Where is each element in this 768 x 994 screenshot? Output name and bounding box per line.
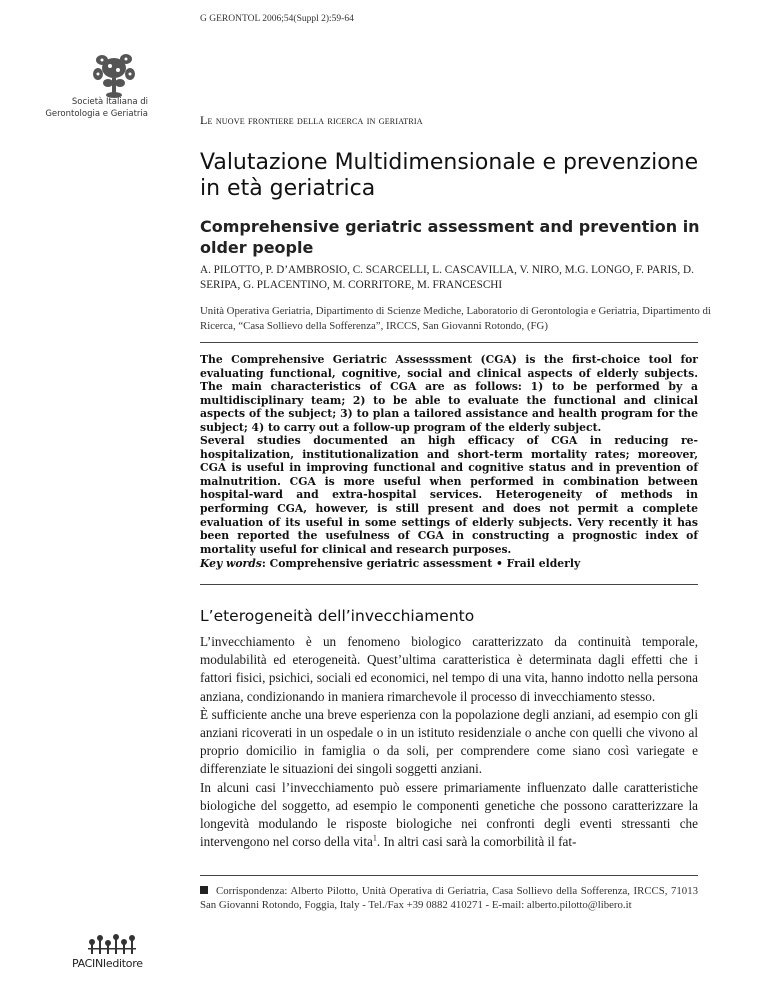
body-paragraph-text: In alcuni casi l’invecchiamento può essere primariamente influenzato dalle caratteristiche biologiche del soggetto, ad esempio le componenti genetiche che possono caratterizzare la longevità modulando le risposte biologiche nei confronti degli eventi stressanti che intervengono nel corso della vita <box>200 779 698 850</box>
article-title: Valutazione Multidimensionale e prevenzione in età geriatrica <box>200 150 699 201</box>
body-text <box>200 633 698 851</box>
abstract-paragraph: The Comprehensive Geriatric Assesssment (CGA) is the first-choice tool for evaluating functional, cognitive, social and clinical aspects of elderly subjects. The main characteristics of CGA are as follows: 1) to be performed by a multidisciplinary team; 2) to be able to evaluate the functional and clinical aspects of the subject; 3) to plan a tailored assistance and health program for the subject; 4) to carry out a follow-up program of the elderly subject. <box>200 353 698 434</box>
body-paragraph: È sufficiente anche una breve esperienza con la popolazione degli anziani, ad esempio con gli anziani ricoverati in un ospedale o in un istituto residenziale o anche con quelli che vivono al proprio domicilio in famiglia o da soli, per comprendere come siano così variegate e differenziate le situazioni dei singoli soggetti anziani. <box>200 706 698 777</box>
body-paragraph <box>200 779 698 852</box>
body-paragraph: L’invecchiamento è un fenomeno biologico caratterizzato da continuità temporale, modulabilità ed eterogeneità. Quest’ultima caratteristica è determinata dagli effetti che i fattori fisici, psichici, sociali ed economici, nel tempo di una vita, hanno indotto nella persona anziana, condizionando in maniera rimarchevole il processo di invecchiamento stesso. <box>200 634 698 704</box>
author-affiliation: Unità Operativa Geriatria, Dipartimento di Scienze Mediche, Laboratorio di Gerontologia e Geriatria, Dipartimento di Ricerca, “Casa Sollievo della Sofferenza”, IRCCS, San Giovanni Rotondo, (FG) <box>200 305 711 332</box>
society-logo-icon <box>82 50 146 100</box>
footnote-rule <box>200 875 698 876</box>
article-subtitle: Comprehensive geriatric assessment and prevention in older people <box>200 217 700 257</box>
abstract <box>200 353 698 556</box>
section-label: Le nuove frontiere della ricerca in geriatria <box>200 113 423 127</box>
journal-reference: G GERONTOL 2006;54(Suppl 2):59-64 <box>200 14 354 24</box>
body-divider <box>200 584 698 585</box>
keywords-list: : Comprehensive geriatric assessment • Frail elderly <box>261 557 581 570</box>
section-heading: L’eterogeneità dell’invecchiamento <box>200 607 475 625</box>
correspondence-footnote <box>200 884 698 912</box>
society-name: Società Italiana di Gerontologia e Geriatria <box>45 97 148 119</box>
abstract-paragraph: Several studies documented an high efficacy of CGA in reducing re-hospitalization, institutionalization and short-term mortality rates; moreover, CGA is useful in improving functional and cognitive status and in prevention of malnutrition. CGA is more useful when performed in combination between hospital-ward and extra-hospital services. Heterogeneity of methods in performing CGA, however, is still present and does not permit a complete evaluation of its useful in some settings of elderly subjects. Very recently it has been reported the usefulness of CGA in constructing a prognostic index of mortality useful for clinical and research purposes. <box>200 434 698 556</box>
body-paragraph-text: . In altri casi sarà la comorbilità il fat- <box>376 834 577 850</box>
footnote-text: Corrispondenza: Alberto Pilotto, Unità Operativa di Geriatria, Casa Sollievo della Sofferenza, IRCCS, 71013 San Giovanni Rotondo, Foggia, Italy - Tel./Fax +39 0882 410271 - E-mail: alberto.pilotto@libero.it <box>200 885 698 912</box>
square-bullet-icon <box>200 886 208 894</box>
keywords-label: Key words <box>200 557 262 570</box>
abstract-divider <box>200 342 698 343</box>
keywords <box>200 557 698 571</box>
author-list: A. PILOTTO, P. D’AMBROSIO, C. SCARCELLI, L. CASCAVILLA, V. NIRO, M.G. LONGO, F. PARIS, D. SERIPA, G. PLACENTINO, M. CORRITORE, M. FRANCESCHI <box>200 264 694 291</box>
publisher-name: PACINIeditore <box>72 957 143 970</box>
citation-ref[interactable]: 1 <box>372 833 377 843</box>
publisher-logo-icon <box>84 930 140 956</box>
